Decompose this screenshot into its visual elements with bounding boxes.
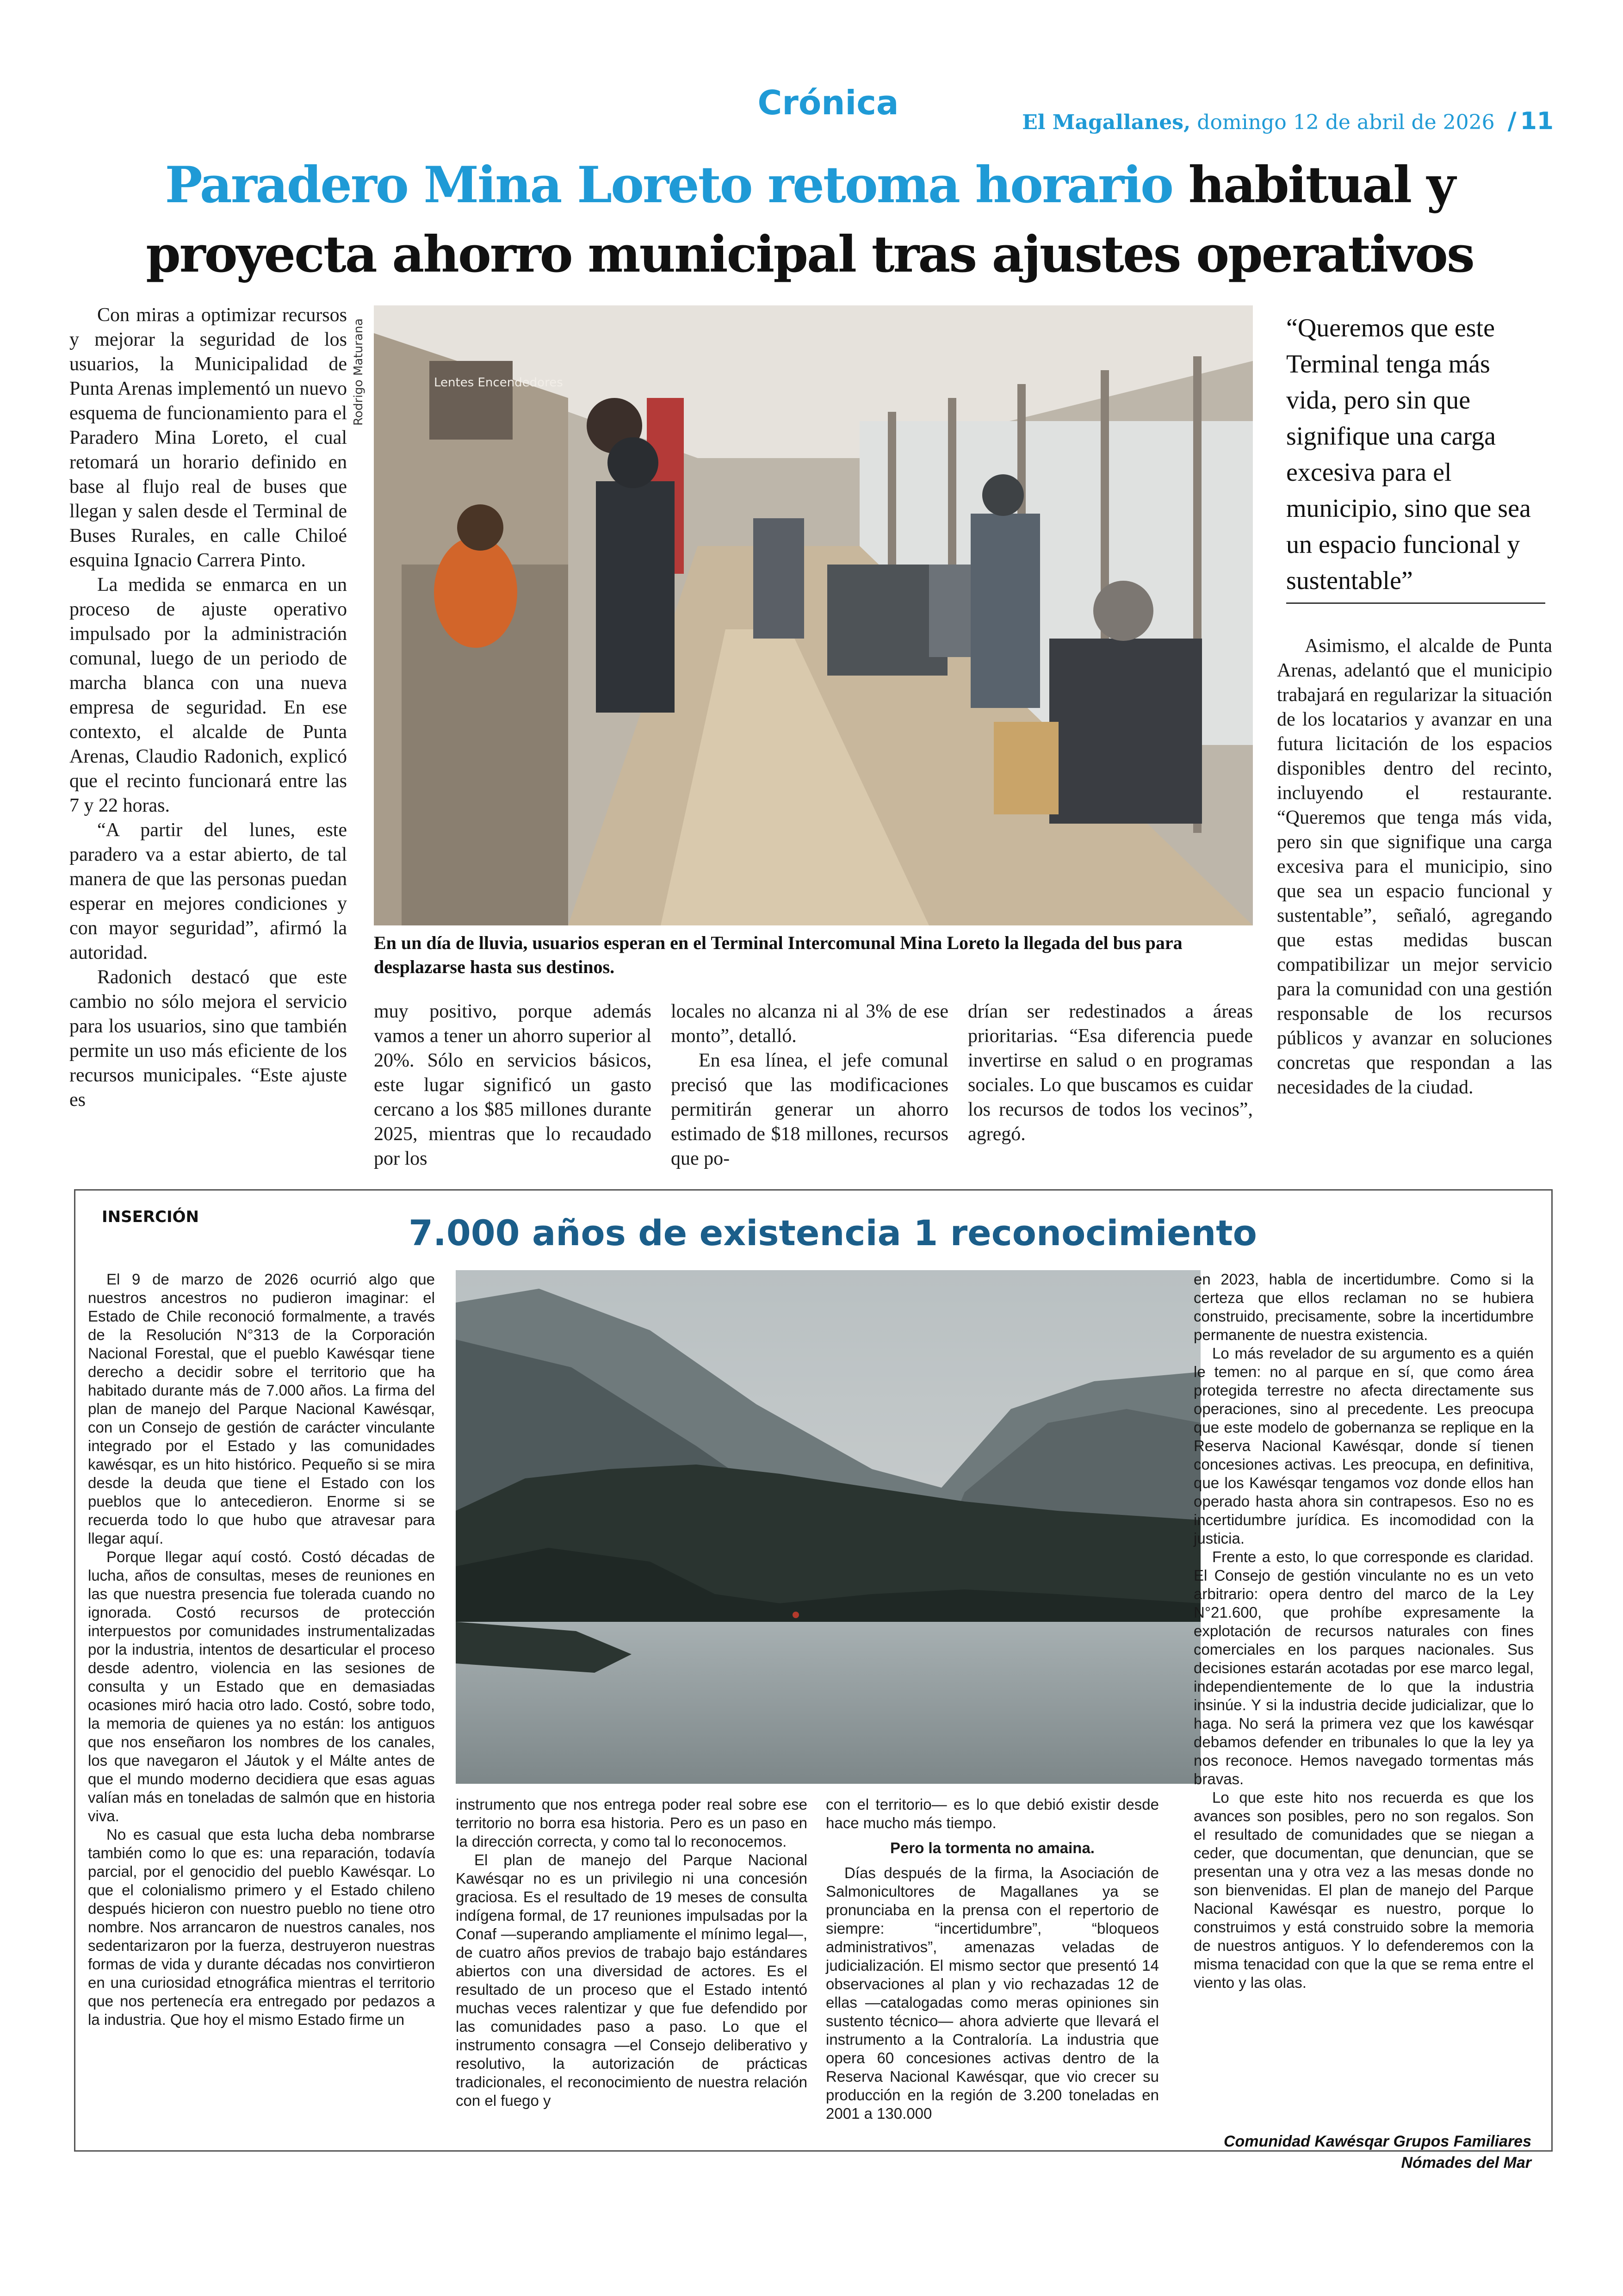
pull-quote: “Queremos que este Terminal tenga más vida, pero sin que signifique una carga excesiva para el municipio, sino que sea un espacio funcional y sustentable” bbox=[1286, 314, 1531, 595]
article-column-2 bbox=[374, 999, 651, 1171]
insertion-paragraph: en 2023, habla de incertidumbre. Como si la certeza que ellos reclaman no se hubiera construido, precisamente, sobre la incertidumbre permanente de nuestra existencia. bbox=[1194, 1271, 1534, 1343]
insertion-paragraph: con el territorio— es lo que debió existir desde hace mucho más tiempo. bbox=[826, 1796, 1159, 1831]
headline bbox=[139, 150, 1481, 289]
insertion-paragraph: Lo que este hito nos recuerda es que los avances son posibles, pero no son regalos. Son el resultado de comunidades que se niegan a ceder, que documentan, que denuncian, que se presentan una y otra vez a las mesas donde no son bienvenidas. El plan de manejo del Parque Nacional Kawésqar es nuestro, porque lo construimos y está construido sobre la memoria de nuestros antiguos. Y lo defenderemos con la misma tenacidad con que la que se rema entre el viento y las olas. bbox=[1194, 1789, 1534, 1991]
page-number: 11 bbox=[1520, 107, 1554, 135]
headline-part-1: habitual y bbox=[1188, 156, 1455, 214]
article-paragraph: locales no alcanza ni al 3% de ese monto”, detalló. bbox=[671, 1001, 948, 1047]
photo-caption: En un día de lluvia, usuarios esperan en el Terminal Intercomunal Mina Loreto la llegada del bus para desplazarse hasta sus destinos. bbox=[374, 932, 1183, 977]
insertion-title: 7.000 años de existencia 1 reconocimiento bbox=[409, 1212, 1257, 1253]
headline-highlight: Paradero Mina Loreto retoma horario bbox=[165, 156, 1173, 214]
insertion-label: INSERCIÓN bbox=[102, 1208, 199, 1226]
article-column-1 bbox=[69, 303, 347, 1112]
signature-line-2: Nómades del Mar bbox=[1401, 2154, 1531, 2172]
insertion-paragraph: El plan de manejo del Parque Nacional Kawésqar no es un privilegio ni una concesión graciosa. Es el resultado de 19 meses de consulta indígena formal, de 17 reuniones impulsadas por la Conaf —superando ampliamente el mínimo legal—, de cuatro años previos de trabajo bajo estándares abiertos con una diversidad de actores. Es el resultado de un proceso que el Estado intentó muchas veces ralentizar y que fue defendido por las comunidades paso a paso. Lo que el instrumento consagra —el Consejo deliberativo y resolutivo, la autorización de prácticas tradicionales, el reconocimiento de nuestra relación con el fuego y bbox=[456, 1851, 807, 2109]
article-column-4 bbox=[968, 999, 1253, 1147]
insertion-signature bbox=[1194, 2131, 1531, 2173]
article-paragraph: drían ser redestinados a áreas prioritarias. “Esa diferencia puede invertirse en salud o en programas sociales. Lo que buscamos es cuidar los recursos de todos los vecinos”, agregó. bbox=[968, 1001, 1253, 1145]
publication-name: El Magallanes, bbox=[1022, 111, 1191, 134]
insertion-column-2 bbox=[456, 1795, 807, 2110]
signature-line-1: Comunidad Kawésqar Grupos Familiares bbox=[1223, 2133, 1531, 2150]
article-paragraph: muy positivo, porque además vamos a tener un ahorro superior al 20%. Sólo en servicios básicos, este lugar significó un gasto cercano a los $85 millones durante 2025, mientras que lo recaudado por los bbox=[374, 1001, 651, 1169]
article-column-5 bbox=[1277, 634, 1552, 1100]
insertion-paragraph: Días después de la firma, la Asociación de Salmonicultores de Magallanes ya se pronunciaba en la prensa con el repertorio de siempre: “incertidumbre”, “bloqueos administrativos”, amenazas veladas de judicialización. El mismo sector que presentó 14 observaciones al plan y vio rechazadas 12 de ellas —catalogadas como meras opiniones sin sustento técnico— ahora advierte que llevará el instrumento a la Contraloría. La industria que opera 60 concesiones activas dentro de la Reserva Nacional Kawésqar, que vio crecer su producción en la región de 3.200 toneladas en 2001 a 130.000 bbox=[826, 1864, 1159, 2122]
publication-date: domingo 12 de abril de 2026 bbox=[1197, 111, 1495, 134]
insertion-paragraph: Porque llegar aquí costó. Costó décadas de lucha, años de consultas, meses de reuniones en las que nuestra presencia fue tolerada cuando no ignorada. Costó recursos de protección interpuestos por comunidades instrumentalizadas por la industria, intentos de desarticular el proceso desde adentro, violencia en las sesiones de consulta y un Estado que en demasiadas ocasiones miró hacia otro lado. Costó, sobre todo, la memoria de quienes ya no están: los antiguos que nos enseñaron los nombres de los canales, los que navegaron el Jáutok y el Málte antes de que el mundo moderno decidiera que esas aguas valían más en toneladas de salmón que en historia viva. bbox=[88, 1548, 435, 1824]
article-paragraph: “A partir del lunes, este paradero va a estar abierto, de tal manera de que las personas puedan esperar en mejores condiciones y con mayor seguridad”, afirmó la autoridad. bbox=[69, 819, 347, 963]
insertion-paragraph: No es casual que esta lucha deba nombrarse también como lo que es: una reparación, todavía parcial, por el genocidio del pueblo Kawésqar. Lo que el colonialismo primero y el Estado chileno después hicieron con nuestro pueblo no tiene otro nombre. Nos arrancaron de nuestros canales, nos sedentarizaron por la fuerza, destruyeron nuestras formas de vida y durante décadas nos convirtieron en una curiosidad etnográfica mientras el territorio que nos pertenecía era entregado por pedazos a la industria. Que hoy el mismo Estado firme un bbox=[88, 1826, 435, 2028]
pull-quote-divider bbox=[1286, 602, 1545, 604]
page-info bbox=[1022, 107, 1554, 135]
insertion-column-3 bbox=[826, 1795, 1159, 2123]
photo-sign: Lentes Encendedores bbox=[434, 376, 563, 390]
insertion-subheading: Pero la tormenta no amaina. bbox=[890, 1839, 1095, 1856]
article-paragraph: Con miras a optimizar recursos y mejorar la seguridad de los usuarios, la Municipalidad de Punta Arenas implementó un nuevo esquema de funcionamiento para el Paradero Mina Loreto, el cual retomará un horario definido en base al flujo real de buses que llegan y salen desde el Terminal de Buses Rurales, en calle Chiloé esquina Ignacio Carrera Pinto. bbox=[69, 304, 347, 571]
article-paragraph: Asimismo, el alcalde de Punta Arenas, adelantó que el municipio trabajará en regularizar la situación de los locatarios y avanzar en una futura licitación de los espacios disponibles dentro del recinto, incluyendo el restaurante. “Queremos que tenga más vida, pero sin que signifique una carga excesiva para el municipio, sino que sea un espacio funcional y sustentable”, señaló, agregando que estas medidas buscan compatibilizar un mejor servicio para la comunidad con una gestión responsable de los recursos públicos y avanzar en soluciones concretas que respondan a las necesidades de la ciudad. bbox=[1277, 635, 1552, 1098]
page-separator: / bbox=[1507, 107, 1517, 135]
insertion-paragraph: Lo más revelador de su argumento es a quién le temen: no al parque en sí, que como área protegida terrestre no afecta directamente sus operaciones, sino al precedente. Les preocupa que este modelo de gobernanza se replique en la Reserva Nacional Kawésqar, donde sí tienen concesiones activas. Les preocupa, en definitiva, que los Kawésqar tengamos voz donde ellos han operado hasta ahora sin contrapesos. Eso no es incertidumbre jurídica. Es incomodidad con la justicia. bbox=[1194, 1345, 1534, 1547]
article-paragraph: La medida se enmarca en un proceso de ajuste operativo impulsado por la administración comunal, luego de un periodo de marcha blanca con una nueva empresa de seguridad. En ese contexto, el alcalde de Punta Arenas, Claudio Radonich, explicó que el recinto funcionará entre las 7 y 22 horas. bbox=[69, 574, 347, 816]
headline-part-2: proyecta ahorro municipal tras ajustes operativos bbox=[146, 225, 1474, 284]
insertion-column-1 bbox=[88, 1270, 435, 2029]
article-paragraph: Radonich destacó que este cambio no sólo mejora el servicio para los usuarios, sino que también permite un uso más eficiente de los recursos municipales. “Este ajuste es bbox=[69, 967, 347, 1111]
insertion-paragraph: Frente a esto, lo que corresponde es claridad. El Consejo de gestión vinculante no es un veto arbitrario: opera dentro del marco de la Ley N°21.600, que prohíbe expresamente la explotación de recursos naturales con fines comerciales en los parques nacionales. Sus decisiones estarán acotadas por ese marco legal, independientemente de lo que la industria insinúe. Y si la industria decide judicializar, que lo haga. No será la primera vez que los kawésqar debamos defender en tribunales lo que la ley ya nos reconoce. Hemos navegado tormentas más bravas. bbox=[1194, 1548, 1534, 1787]
article-column-3 bbox=[671, 999, 948, 1171]
section-name: Crónica bbox=[757, 83, 899, 122]
fjord-photo bbox=[456, 1270, 1201, 1784]
terminal-photo bbox=[374, 305, 1253, 925]
insertion-paragraph: instrumento que nos entrega poder real sobre ese territorio no borra esa historia. Pero es un paso en la dirección correcta, y como tal lo reconocemos. bbox=[456, 1796, 807, 1850]
insertion-column-4 bbox=[1194, 1270, 1534, 1992]
photo-credit: Rodrigo Maturana bbox=[352, 318, 365, 426]
article-paragraph: En esa línea, el jefe comunal precisó que las modificaciones permitirán generar un ahorro estimado de $18 millones, recursos que po- bbox=[671, 1050, 948, 1169]
terminal-interior-illustration bbox=[374, 305, 1253, 925]
insertion-paragraph: El 9 de marzo de 2026 ocurrió algo que nuestros ancestros no pudieron imaginar: el Estado de Chile reconoció formalmente, a través de la Resolución N°313 de la Corporación Nacional Forestal, que el pueblo Kawésqar tiene derecho a decidir sobre el territorio que ha habitado durante más de 7.000 años. La firma del plan de manejo del Parque Nacional Kawésqar, con un Consejo de gestión de carácter vinculante integrado por el Estado y las comunidades kawésqar, es un hito histórico. Pequeño si se mira desde la deuda que tiene el Estado con los pueblos que lo antecedieron. Enorme si se recuerda todo lo que hubo que atravesar para llegar aquí. bbox=[88, 1271, 435, 1547]
fjord-landscape-illustration bbox=[456, 1270, 1201, 1784]
